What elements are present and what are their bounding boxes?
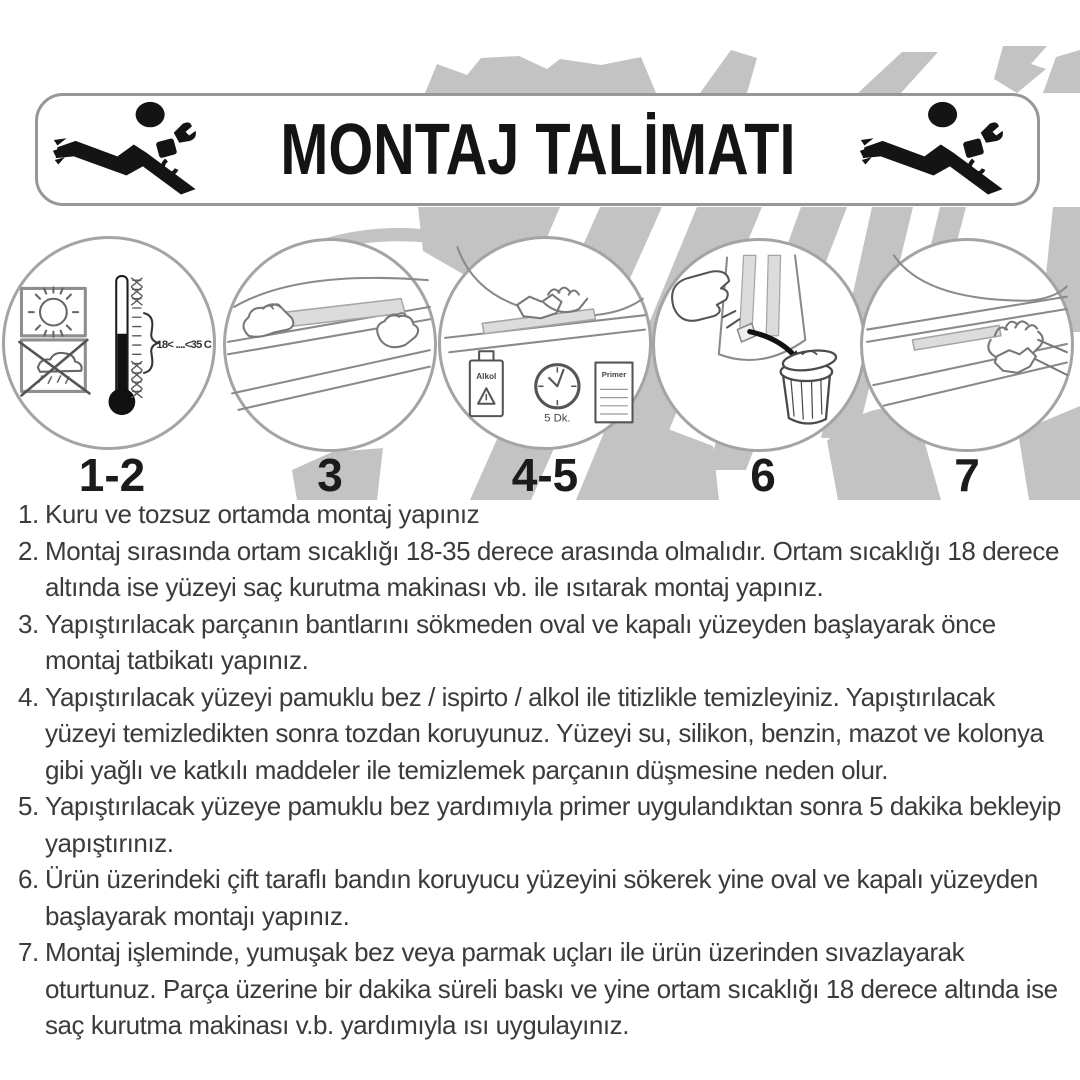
- step-circle-1-2: [2, 236, 216, 450]
- dot-icon: [136, 101, 165, 126]
- instruction-item: [18, 934, 1068, 1044]
- instruction-item: [18, 788, 1068, 861]
- instruction-item: [18, 533, 1068, 606]
- trash-can-icon: [781, 348, 838, 424]
- instruction-item: [18, 496, 1068, 533]
- thermometer-icon: [108, 276, 158, 415]
- dot-icon: [928, 101, 957, 126]
- step-label-6: 6: [750, 449, 776, 501]
- instruction-number: 2.: [18, 535, 39, 566]
- clock-icon: [536, 365, 579, 408]
- product-panel-lines: [719, 255, 805, 360]
- header-banner: [35, 93, 1040, 206]
- instruction-text: Yapıştırılacak yüzeyi pamuklu bez / ispirto / alkol ile titizlikle temizleyiniz. Yapıştırılacak yüzeyi temizledikten sonra tozdan koruyunuz. Yüzeyi su, silikon, benzin, mazot ve kolonya gibi yağlı ve katkılı maddeler ile temizlemek parçanın düşmesine neden olur.: [45, 681, 1044, 785]
- bolt-icon: [963, 137, 985, 158]
- instruction-item: [18, 861, 1068, 934]
- brush-wrench-logo-right: [859, 97, 1023, 203]
- instruction-number: 5.: [18, 791, 39, 821]
- step-circle-7: [860, 238, 1074, 452]
- step-label-3: 3: [317, 449, 343, 501]
- instruction-text: Yapıştırılacak parçanın bantlarını sökmeden oval ve kapalı yüzeyden başlayarak önce montaj tatbikatı yapınız.: [45, 608, 996, 675]
- step-circle-6: [652, 238, 866, 452]
- instruction-number: 1.: [18, 499, 39, 529]
- alcohol-bottle-icon: [470, 351, 503, 416]
- page-title: MONTAJ TALİMATI: [279, 109, 796, 190]
- temperature-range-label: 18< ....<35 C: [156, 339, 212, 352]
- hook-icon: [163, 159, 177, 172]
- bolt-icon: [156, 137, 178, 158]
- instruction-item: [18, 606, 1068, 679]
- instruction-item: [18, 679, 1068, 789]
- instruction-text: Montaj işleminde, yumuşak bez veya parmak uçları ile ürün üzerinden sıvazlayarak oturtunuz. Parça üzerine bir dakika süreli baskı ve yine ortam sıcaklığı 18 derece altında ise saç kurutma makinası v.b. yardımıyla ısı uygulayınız.: [45, 937, 1058, 1040]
- wrench-icon: [174, 122, 196, 142]
- instruction-number: 6.: [18, 864, 39, 894]
- step-label-1-2: 1-2: [78, 449, 146, 501]
- step-label-7: 7: [954, 449, 980, 501]
- step-circle-3: [223, 238, 437, 452]
- wrench-icon: [981, 122, 1003, 142]
- instruction-number: 7.: [18, 937, 39, 967]
- hook-icon: [970, 159, 984, 172]
- primer-label: Primer: [601, 369, 627, 379]
- instruction-number: 4.: [18, 681, 39, 712]
- instruction-text: Yapıştırılacak yüzeye pamuklu bez yardımıyla primer uygulandıktan sonra 5 dakika bekleyip yapıştırınız.: [45, 791, 1061, 858]
- no-rain-icon: [19, 340, 89, 396]
- instruction-text: Ürün üzerindeki çift taraflı bandın koruyucu yüzeyini sökerek yine oval ve kapalı yüzeyden başlayarak montajı yapınız.: [45, 864, 1038, 931]
- backing-tape-strips: [739, 255, 780, 335]
- instruction-text: Kuru ve tozsuz ortamda montaj yapınız: [45, 499, 480, 529]
- step-label-4-5: 4-5: [511, 449, 579, 501]
- bottle-label: Alkol: [476, 372, 497, 382]
- instruction-list: [18, 496, 1068, 1044]
- brush-wrench-logo-left: [52, 97, 216, 203]
- peeling-hand-icon: [672, 271, 739, 327]
- sun-icon: [21, 287, 85, 336]
- step-circle-4-5: [438, 236, 652, 450]
- instruction-number: 3.: [18, 608, 39, 639]
- right-hand-icon: [377, 313, 418, 347]
- clock-label: 5 Dk.: [544, 412, 571, 425]
- instruction-text: Montaj sırasında ortam sıcaklığı 18-35 derece arasında olmalıdır. Ortam sıcaklığı 18 derece altında ise yüzeyi saç kurutma makinası vb. ile ısıtarak montaj yapınız.: [45, 535, 1059, 602]
